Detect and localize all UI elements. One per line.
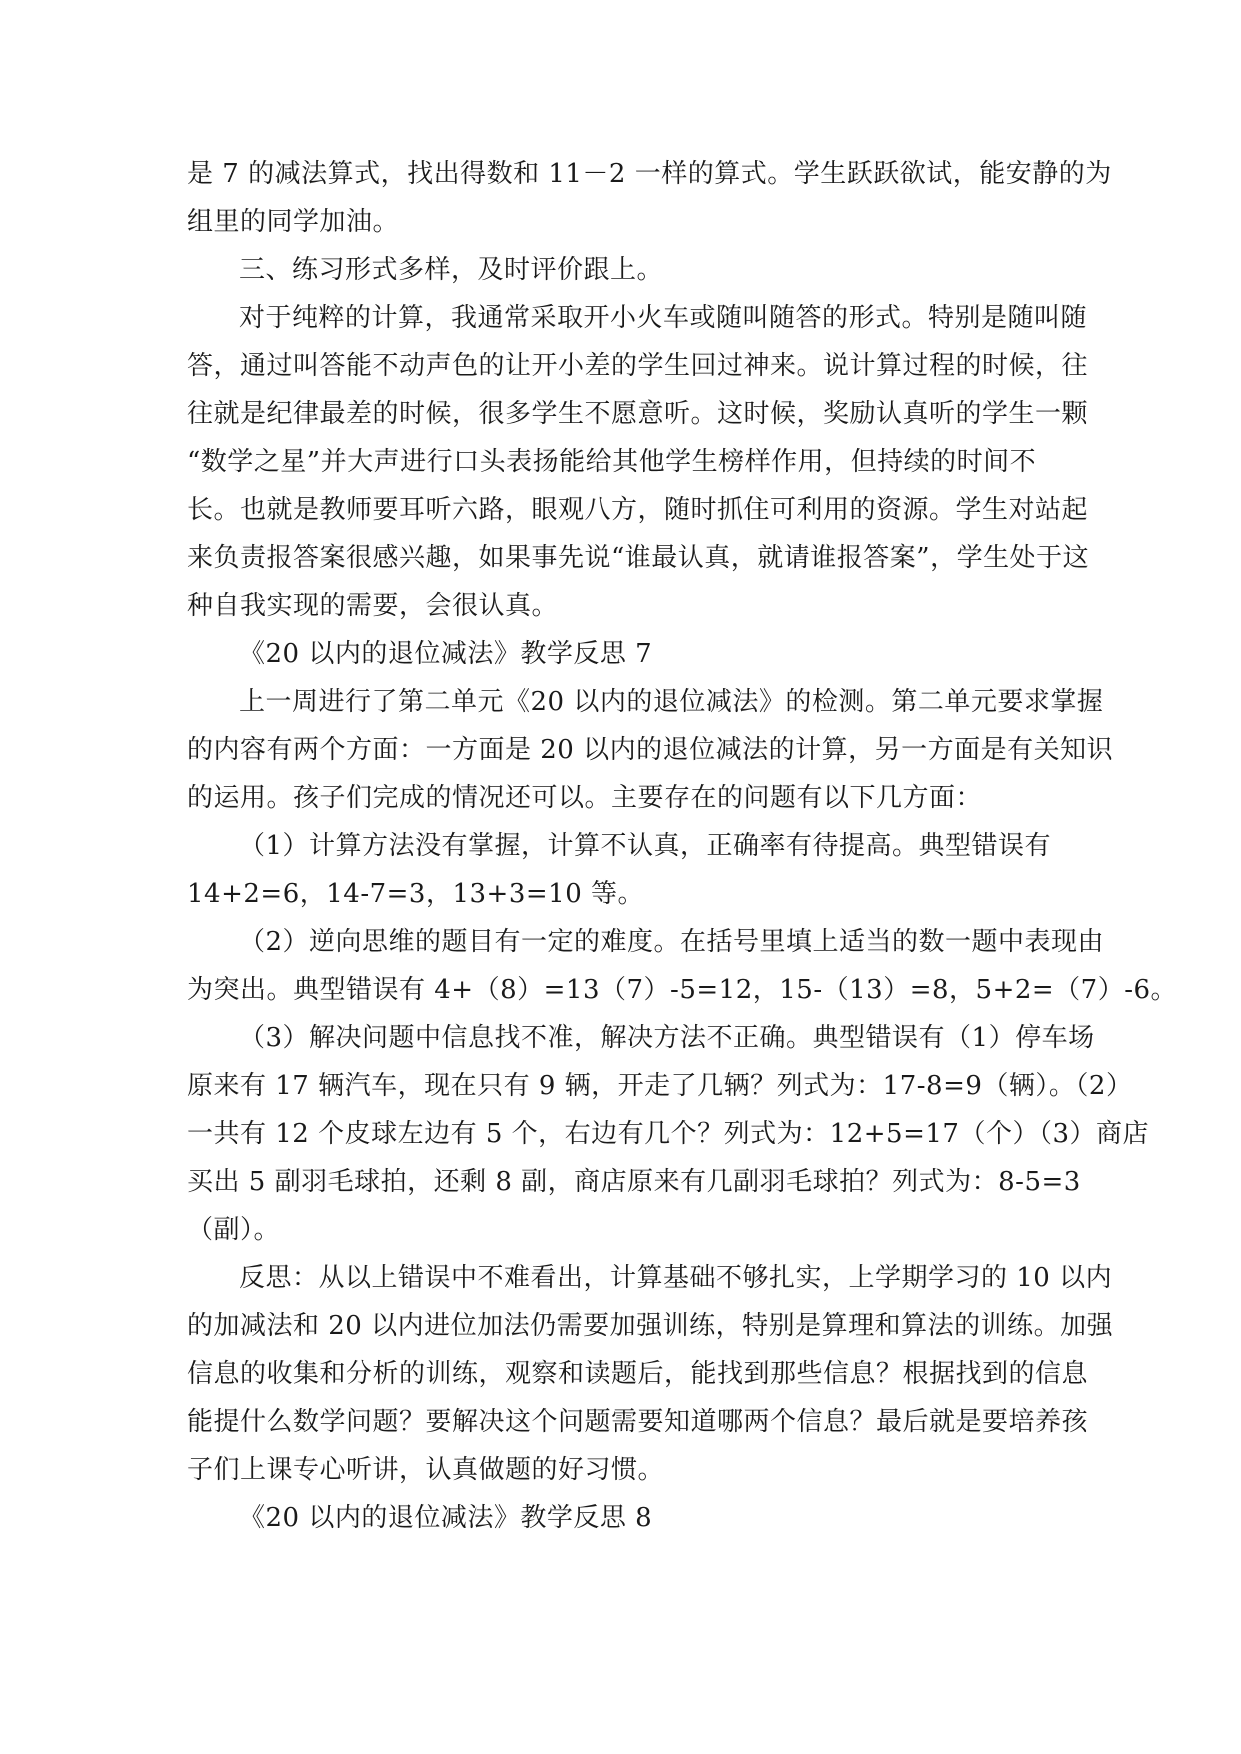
text-line: 长。也就是教师要耳听六路，眼观八方，随时抓住可利用的资源。学生对站起 (187, 495, 1089, 525)
text-line: （2）逆向思维的题目有一定的难度。在括号里填上适当的数一题中表现由 (239, 927, 1105, 957)
text-line: 14+2=6，14-7=3，13+3=10 等。 (187, 879, 645, 909)
text-line: 买出 5 副羽毛球拍，还剩 8 副，商店原来有几副羽毛球拍？列式为：8-5=3 (187, 1167, 1081, 1197)
text-line: 组里的同学加油。 (187, 207, 400, 237)
text-line: 一共有 12 个皮球左边有 5 个，右边有几个？列式为：12+5=17（个）（3）商店 (187, 1119, 1150, 1149)
text-line: 来负责报答案很感兴趣，如果事先说“谁最认真，就请谁报答案”，学生处于这 (187, 543, 1090, 573)
text-line: 的加减法和 20 以内进位加法仍需要加强训练，特别是算理和算法的训练。加强 (187, 1311, 1114, 1341)
text-line: （副）。 (187, 1215, 281, 1245)
document-page (187, 150, 1178, 1542)
text-line: 能提什么数学问题？要解决这个问题需要知道哪两个信息？最后就是要培养孩 (187, 1407, 1089, 1437)
text-line: “数学之星”并大声进行口头表扬能给其他学生榜样作用，但持续的时间不 (187, 447, 1037, 477)
text-line: 是 7 的减法算式，找出得数和 11－2 一样的算式。学生跃跃欲试，能安静的为 (187, 159, 1112, 189)
section-heading: 《20 以内的退位减法》教学反思 7 (239, 639, 653, 669)
text-line: （3）解决问题中信息找不准，解决方法不正确。典型错误有（1）停车场 (239, 1023, 1095, 1053)
text-line: 信息的收集和分析的训练，观察和读题后，能找到那些信息？根据找到的信息 (187, 1359, 1089, 1389)
text-line: 原来有 17 辆汽车，现在只有 9 辆，开走了几辆？列式为：17-8=9（辆）。（2） (187, 1071, 1133, 1101)
text-line: 答，通过叫答能不动声色的让开小差的学生回过神来。说计算过程的时候，往 (187, 351, 1089, 381)
text-line: 子们上课专心听讲，认真做题的好习惯。 (187, 1455, 665, 1485)
section-heading: 三、练习形式多样，及时评价跟上。 (239, 255, 664, 285)
text-line: 的运用。孩子们完成的情况还可以。主要存在的问题有以下几方面： (187, 783, 983, 813)
text-line: 的内容有两个方面：一方面是 20 以内的退位减法的计算，另一方面是有关知识 (187, 735, 1114, 765)
text-line: （1）计算方法没有掌握，计算不认真，正确率有待提高。典型错误有 (239, 831, 1052, 861)
text-line: 对于纯粹的计算，我通常采取开小火车或随叫随答的形式。特别是随叫随 (239, 303, 1088, 333)
text-line: 反思：从以上错误中不难看出，计算基础不够扎实，上学期学习的 10 以内 (239, 1263, 1113, 1293)
section-heading: 《20 以内的退位减法》教学反思 8 (239, 1503, 653, 1533)
text-line: 为突出。典型错误有 4+（8）=13（7）-5=12，15-（13）=8，5+2=（7）-6。 (187, 975, 1178, 1005)
text-line: 上一周进行了第二单元《20 以内的退位减法》的检测。第二单元要求掌握 (239, 687, 1104, 717)
text-line: 往就是纪律最差的时候，很多学生不愿意听。这时候，奖励认真听的学生一颗 (187, 399, 1089, 429)
text-line: 种自我实现的需要，会很认真。 (187, 591, 559, 621)
